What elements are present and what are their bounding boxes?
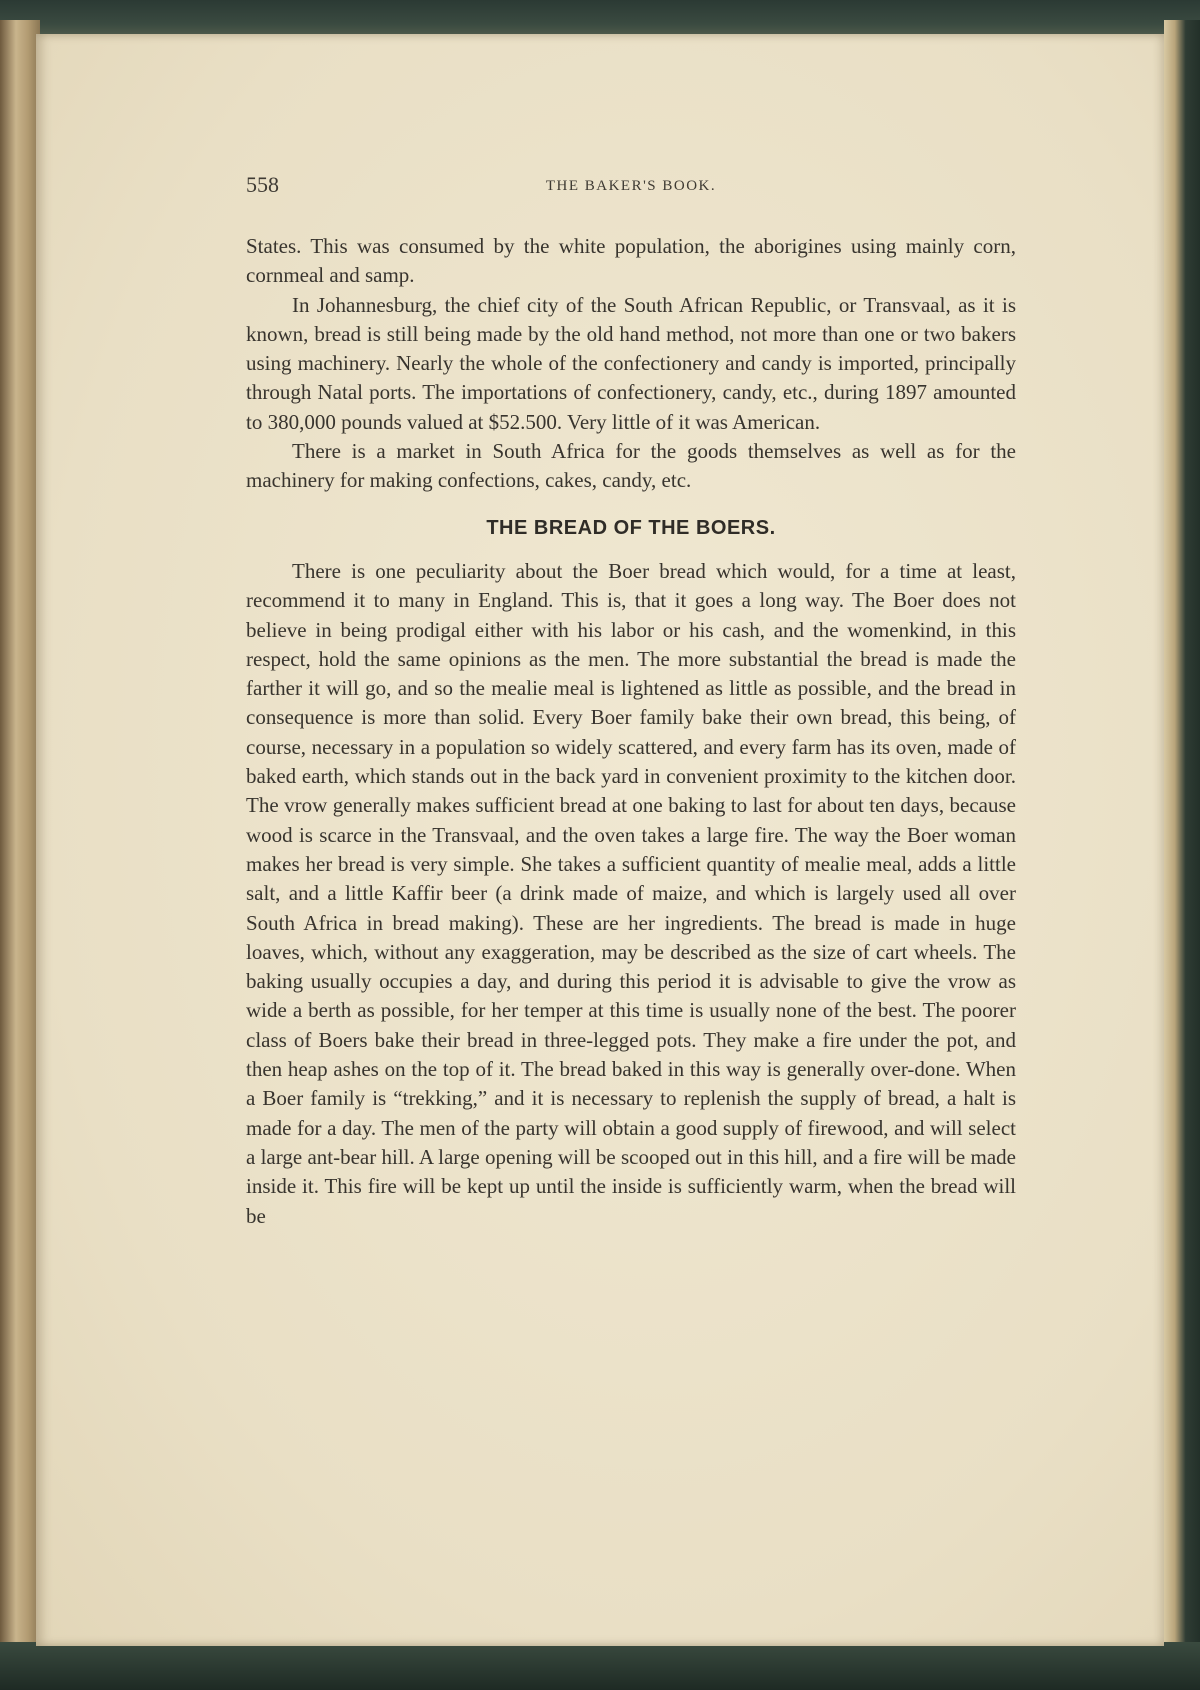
paragraph-johannesburg: In Johannesburg, the chief city of the South African Republic, or Transvaal, as it is known, bread is still being made by the old hand method, not more than one or two bakers using machinery. Nearly the whole of the confectionery and candy is imported, principally through Natal ports. The importations of confectionery, candy, etc., during 1897 amounted to 380,000 pounds valued at $52.500. Very little of it was American. — [246, 292, 1016, 434]
running-head — [246, 172, 1016, 202]
book-cover-right — [1164, 20, 1200, 1660]
paragraph-boer-bread: There is one peculiarity about the Boer bread which would, for a time at least, recommend it to many in England. This is, that it goes a long way. The Boer does not believe in being prodigal either with his labor or his cash, and the womenkind, in this respect, hold the same opinions as the men. The more substantial the bread is made the farther it will go, and so the mealie meal is lightened as little as possible, and the bread in consequence is more than solid. Every Boer family bake their own bread, this being, of course, necessary in a population so widely scattered, and every farm has its oven, made of baked earth, which stands out in the back yard in convenient proximity to the kitchen door. The vrow generally makes sufficient bread at one baking to last for about ten days, because wood is scarce in the Transvaal, and the oven takes a large fire. The way the Boer woman makes her bread is very simple. She takes a sufficient quantity of mealie meal, adds a little salt, and a little Kaffir beer (a drink made of maize, and which is largely used all over South Africa in bread making). These are her ingredients. The bread is made in huge loaves, which, without any exaggeration, may be described as the size of cart wheels. The baking usually occupies a day, and during this period it is advisable to give the vrow as wide a berth as possible, for her temper at this time is usually none of the best. The poorer class of Boers bake their bread in three-legged pots. They make a fire under the pot, and then heap ashes on the top of it. The bread baked in this way is generally over-done. When a Boer family is “trekking,” and it is necessary to replenish the supply of bread, a halt is made for a day. The men of the party will obtain a good supply of firewood, and will select a large ant-bear hill. A large opening will be scooped out in this hill, and a fire will be made inside it. This fire will be kept up until the inside is sufficiently warm, when the bread will be — [246, 558, 1016, 1228]
page-body — [246, 232, 1016, 1231]
book-page-edges-left — [0, 20, 40, 1660]
paragraph-continued: States. This was consumed by the white population, the aborigines using mainly corn, cornmeal and samp. — [246, 234, 1016, 288]
page-number: 558 — [246, 172, 279, 197]
section-heading: THE BREAD OF THE BOERS. — [486, 516, 776, 539]
book-cover-bottom — [0, 1642, 1200, 1690]
paragraph-market: There is a market in South Africa for the goods themselves as well as for the machinery for making confections, cakes, candy, etc. — [246, 439, 1016, 493]
running-title: THE BAKER'S BOOK. — [545, 178, 717, 194]
